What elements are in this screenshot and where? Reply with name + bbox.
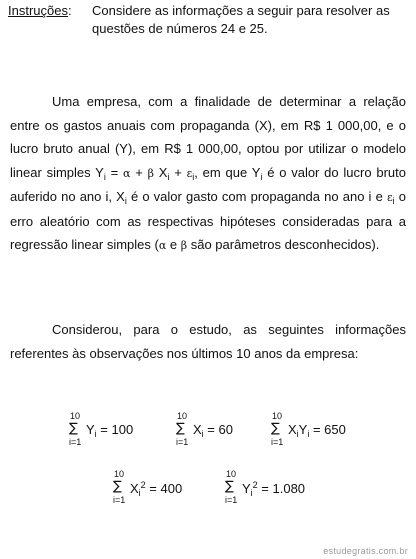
sum-x-squared (112, 470, 202, 510)
instructions-text: Considere as informações a seguir para resolver as questões de números 24 e 25. (92, 3, 390, 36)
sigma-icon: ∑ (176, 421, 185, 436)
sum-upper-limit: 10 (114, 469, 125, 479)
sum-lower-limit: i=1 (271, 437, 284, 447)
site-watermark: estudegratis.com.br (323, 546, 408, 556)
sum-expression: $X_i = 60$ (193, 422, 233, 439)
epsilon-symbol: ε (386, 191, 393, 204)
beta-symbol: β (147, 166, 154, 180)
epsilon-symbol: ε (186, 166, 193, 180)
beta-symbol: β (180, 239, 188, 252)
instructions-label: Instruções (8, 3, 68, 18)
sum-y (68, 412, 158, 452)
sum-lower-limit: i=1 (113, 495, 126, 505)
sum-y-squared (224, 470, 324, 510)
sum-x (175, 412, 255, 452)
instructions-block (8, 2, 408, 38)
sum-expression: $Y_i^2 = 1.080$ (242, 480, 306, 498)
alpha-symbol: α (123, 166, 131, 180)
sum-upper-limit: 10 (70, 411, 81, 421)
sum-upper-limit: 10 (177, 411, 188, 421)
sigma-icon: ∑ (113, 479, 122, 494)
sum-expression: $X_iY_i = 650$ (288, 422, 346, 439)
sigma-icon: ∑ (271, 421, 280, 436)
instructions-colon: : (67, 3, 72, 18)
sum-lower-limit: i=1 (69, 437, 82, 447)
problem-paragraph: Uma empresa, com a finalidade de determinar a relação entre os gastos anuais com propaganda (X), em R$ 1 000,00, e o lucro bruto anual (Y), em R$ 1 000,00, optou por utilizar o modelo linear simples $Y_i = \alpha + \beta$ $X_i + \varepsilon_i$, em que $Y_i$ é o valor do lucro bruto auferido no ano i, $X_i$ é o valor gasto com propaganda no ano i e $\varepsilon_i$ o erro aleatório com as respectivas hipóteses consideradas para a regressão linear simples (α e β são parâmetros desconhecidos). (10, 94, 407, 252)
sum-lower-limit: i=1 (176, 437, 189, 447)
sigma-icon: ∑ (225, 479, 234, 494)
sum-lower-limit: i=1 (225, 495, 238, 505)
sum-xy (270, 412, 370, 452)
sigma-icon: ∑ (69, 421, 78, 436)
sum-expression: $Y_i = 100$ (86, 422, 134, 439)
data-intro-paragraph: Considerou, para o estudo, as seguintes informações referentes às observações nos últimos 10 anos da empresa: (10, 322, 406, 361)
sum-expression: $X_i^2 = 400$ (130, 480, 183, 498)
sum-upper-limit: 10 (226, 469, 237, 479)
alpha-symbol: α (158, 239, 167, 252)
sum-upper-limit: 10 (272, 411, 283, 421)
